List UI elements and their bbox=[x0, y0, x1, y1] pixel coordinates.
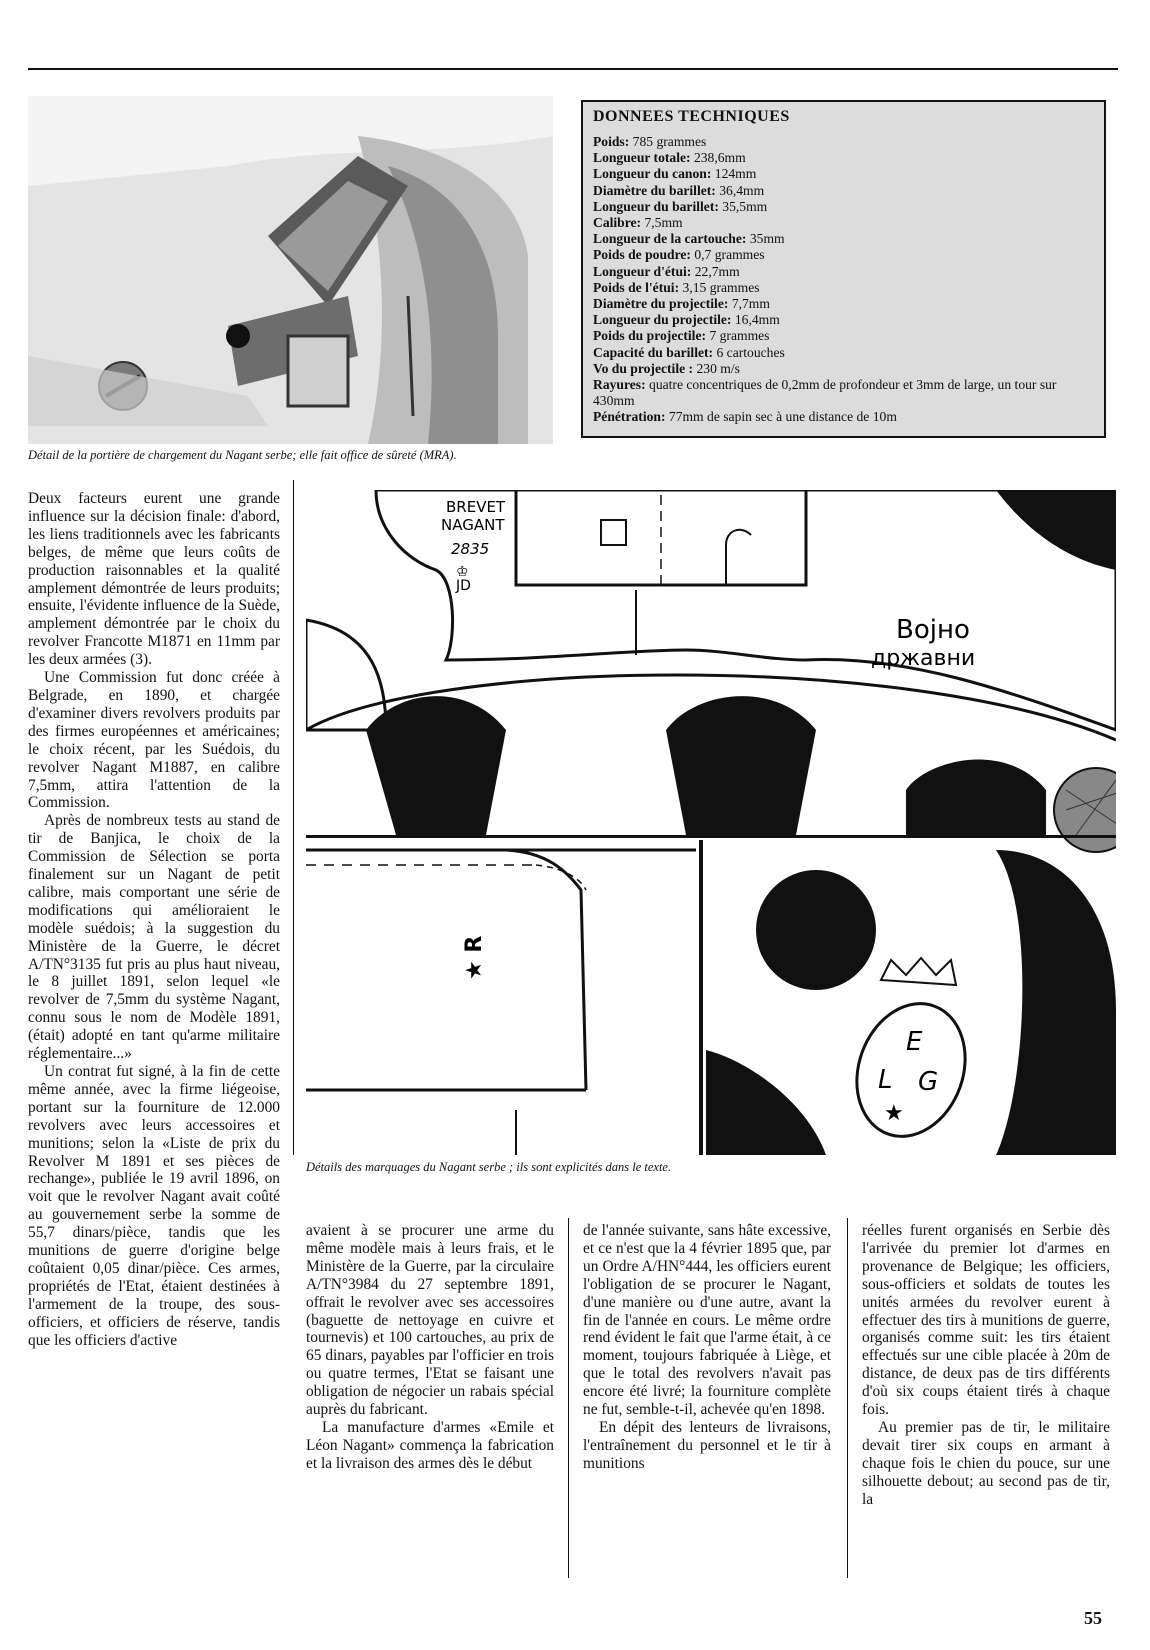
tech-value: 6 cartouches bbox=[716, 344, 785, 360]
tech-row bbox=[593, 134, 1094, 150]
tech-row bbox=[593, 361, 1094, 377]
tech-value: quatre concentriques de 0,2mm de profondeur et 3mm de large, un tour sur 430mm bbox=[593, 377, 1057, 409]
tech-row bbox=[593, 264, 1094, 280]
tech-key: Longueur d'étui: bbox=[593, 263, 692, 279]
tech-row bbox=[593, 231, 1094, 247]
tech-row bbox=[593, 345, 1094, 361]
tech-row bbox=[593, 215, 1094, 231]
mark-l: L bbox=[878, 1065, 893, 1095]
tech-value: 22,7mm bbox=[694, 263, 740, 279]
markings-figure bbox=[306, 490, 1116, 1155]
tech-key: Longueur de la cartouche: bbox=[593, 231, 747, 247]
paragraph: de l'année suivante, sans hâte excessive, et ce n'est que la 4 février 1895 que, par un Ordre A/HN°444, les officiers eurent l'obligation de se procurer le Nagant, d'une manière ou d'une autre, avant la fin de l'année en cours. Le même ordre rend évident le fait que l'arme était, à ce moment, toujours fabriquée à Liège, et que le total des revolvers n'avait pas encore été livré; la fourniture complète ne fut, semble-t-il, achevée qu'en 1898. bbox=[583, 1222, 831, 1419]
tech-value: 238,6mm bbox=[693, 150, 746, 166]
paragraph: Deux facteurs eurent une grande influence sur la décision finale: d'abord, les liens traditionnels avec les fabricants belges, de même que leurs coûts de production raisonnables et la qualité amplement démontrée de leurs produits; ensuite, l'évidente influence de la Suède, amplement démontrée par le choix du revolver Francotte M1871 en 11mm par les deux armées (3). bbox=[28, 490, 280, 669]
article-column-4 bbox=[862, 1222, 1110, 1509]
tech-rows bbox=[593, 134, 1094, 426]
mark-cyrillic-2: државни bbox=[871, 646, 976, 671]
figure-caption: Détails des marquages du Nagant serbe ; ils sont explicités dans le texte. bbox=[306, 1160, 672, 1174]
tech-row bbox=[593, 328, 1094, 344]
tech-row bbox=[593, 247, 1094, 263]
mark-star-r: ★ R bbox=[462, 935, 487, 980]
tech-value: 785 grammes bbox=[632, 134, 707, 149]
mark-brevet-1: BREVET bbox=[446, 498, 506, 516]
article-column-2 bbox=[306, 1222, 554, 1473]
tech-row bbox=[593, 312, 1094, 328]
tech-value: 77mm de sapin sec à une distance de 10m bbox=[668, 409, 897, 425]
tech-key: Longueur du projectile: bbox=[593, 312, 732, 328]
tech-value: 16,4mm bbox=[734, 312, 780, 328]
paragraph: réelles furent organisés en Serbie dès l'arrivée du premier lot d'armes en provenance de Belgique; les officiers, sous-officiers et soldats de toutes les unités armées du revolver eurent à effectuer des tirs à munitions de guerre, organisés comme suit: les tirs étaient effectués sur une cible placée à 20m de distance, de deux pas de tirs différents d'où six coups étaient tirés à chaque fois. bbox=[862, 1222, 1110, 1419]
mark-initials: JD bbox=[456, 578, 471, 594]
tech-value: 7 grammes bbox=[709, 328, 770, 344]
tech-key: Poids de l'étui: bbox=[593, 279, 680, 295]
tech-row bbox=[593, 296, 1094, 312]
paragraph: La manufacture d'armes «Emile et Léon Nagant» commença la fabrication et la livraison des armes dès le début bbox=[306, 1418, 554, 1472]
mark-brevet-2: NAGANT bbox=[441, 516, 505, 534]
photo-illustration bbox=[28, 96, 553, 444]
photo-loading-gate bbox=[28, 96, 553, 444]
tech-row bbox=[593, 409, 1094, 425]
tech-row bbox=[593, 280, 1094, 296]
tech-row bbox=[593, 150, 1094, 166]
tech-key: Pénétration: bbox=[593, 409, 666, 425]
crown-mark-icon: ♔ bbox=[456, 564, 469, 580]
paragraph: Après de nombreux tests au stand de tir de Banjica, le choix de la Commission de Sélection se porta finalement sur un Nagant de petit calibre, mais comportant une série de modifications qui amélioraient le modèle suédois; à la suggestion du Ministère de la Guerre, le décret A/TN°3135 fut pris au plus haut niveau, le 8 juillet 1891, selon lequel «le revolver de 7,5mm du système Nagant, connu sous le nom de Modèle 1891, (était) adopté en tant qu'arme militaire réglementaire...» bbox=[28, 812, 280, 1063]
tech-row bbox=[593, 166, 1094, 182]
technical-data-box bbox=[581, 100, 1106, 438]
mark-cyrillic-1: Војно bbox=[896, 615, 970, 645]
mark-number: 2835 bbox=[451, 540, 490, 558]
column-divider bbox=[847, 1218, 848, 1578]
tech-key: Longueur du canon: bbox=[593, 166, 712, 182]
tech-value: 0,7 grammes bbox=[694, 247, 765, 263]
paragraph: Au premier pas de tir, le militaire devait tirer six coups en armant à chaque fois le chien du pouce, sur une silhouette debout; au second pas de tir, la bbox=[862, 1418, 1110, 1508]
tech-value: 7,5mm bbox=[644, 215, 683, 231]
paragraph: Une Commission fut donc créée à Belgrade, en 1890, et chargée d'examiner divers revolvers produits par des firmes européennes et américaines; le choix récent, par les Suédois, du revolver Nagant M1887, en calibre 7,5mm, attira l'attention de la Commission. bbox=[28, 669, 280, 812]
page-number: 55 bbox=[1084, 1608, 1102, 1628]
paragraph: avaient à se procurer une arme du même modèle mais à leurs frais, et le Ministère de la Guerre, par la circulaire A/TN°3984 du 27 septembre 1891, offrait le revolver avec ses accessoires (baguette de nettoyage en cuivre et tournevis) et 100 cartouches, au prix de 65 dinars, payables par l'officier en trois ou quatre termes, l'Etat se faisant une obligation de négocier un rabais spécial auprès du fabricant. bbox=[306, 1222, 554, 1419]
tech-value: 3,15 grammes bbox=[682, 279, 760, 295]
tech-row bbox=[593, 377, 1094, 409]
tech-key: Poids de poudre: bbox=[593, 247, 691, 263]
article-column-3 bbox=[583, 1222, 831, 1473]
tech-key: Diamètre du projectile: bbox=[593, 296, 729, 312]
tech-key: Poids: bbox=[593, 134, 630, 149]
tech-key: Rayures: bbox=[593, 377, 646, 393]
tech-value: 35,5mm bbox=[722, 198, 768, 214]
tech-key: Diamètre du barillet: bbox=[593, 182, 716, 198]
tech-row bbox=[593, 183, 1094, 199]
tech-value: 7,7mm bbox=[731, 296, 770, 312]
tech-row bbox=[593, 199, 1094, 215]
mark-g: G bbox=[918, 1067, 939, 1097]
column-divider bbox=[293, 480, 294, 1155]
paragraph: En dépit des lenteurs de livraisons, l'entraînement du personnel et le tir à munitions bbox=[583, 1418, 831, 1472]
top-rule bbox=[28, 68, 1118, 70]
photo-caption: Détail de la portière de chargement du Nagant serbe; elle fait office de sûreté (MRA). bbox=[28, 448, 457, 462]
markings-drawing bbox=[306, 490, 1116, 1155]
tech-key: Vo du projectile : bbox=[593, 360, 694, 376]
tech-value: 124mm bbox=[714, 166, 757, 182]
tech-key: Longueur totale: bbox=[593, 150, 691, 166]
tech-key: Longueur du barillet: bbox=[593, 198, 719, 214]
mark-e: E bbox=[906, 1027, 923, 1057]
tech-value: 36,4mm bbox=[719, 182, 765, 198]
tech-value: 230 m/s bbox=[696, 360, 740, 376]
tech-value: 35mm bbox=[749, 231, 785, 247]
paragraph: Un contrat fut signé, à la fin de cette même année, avec la firme liégeoise, portant sur la fourniture de 12.000 revolvers avec leurs accessoires et munitions; selon la «Liste de prix du Revolver M 1891 et ses pièces de rechange», publiée le 19 avril 1896, on voit que le revolver Nagant avait coûté au gouvernement serbe la somme de 55,7 dinars/pièce, tandis que les munitions de guerre d'origine belge coûtaient 0,05 dinar/pièce. Ces armes, propriétés de l'Etat, étaient destinées à l'armement de la troupe, des sous-officiers, et officiers de réserve, tandis que les officiers d'active bbox=[28, 1063, 280, 1349]
column-divider bbox=[568, 1218, 569, 1578]
article-column-1 bbox=[28, 490, 280, 1350]
star-icon: ★ bbox=[884, 1101, 904, 1126]
tech-key: Calibre: bbox=[593, 215, 642, 231]
tech-key: Capacité du barillet: bbox=[593, 344, 714, 360]
tech-title: DONNEES TECHNIQUES bbox=[593, 108, 790, 125]
tech-key: Poids du projectile: bbox=[593, 328, 707, 344]
